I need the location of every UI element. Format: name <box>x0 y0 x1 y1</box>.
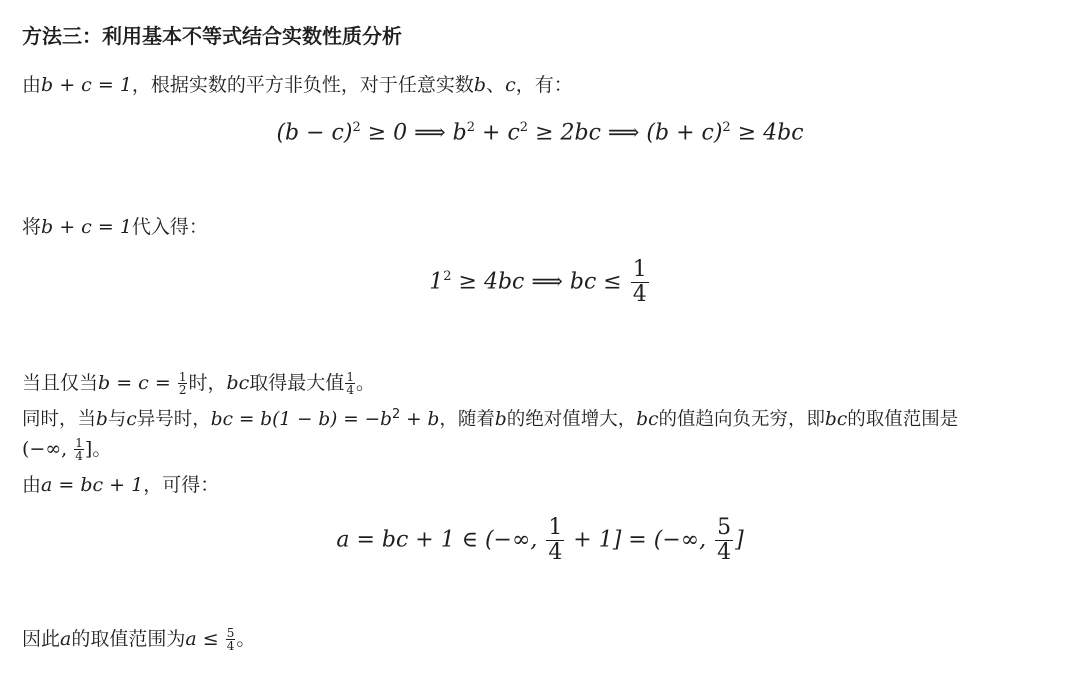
text: 由 <box>22 474 42 496</box>
math-inline: (−∞, <box>22 438 74 460</box>
math-inline: ] <box>84 438 93 460</box>
text-line-3 <box>22 368 1066 396</box>
math: 1 <box>429 269 444 295</box>
text-line-7 <box>22 624 1066 652</box>
math-inline: bc <box>226 372 250 394</box>
text: 时， <box>188 372 227 394</box>
math-inline: a = bc + 1 <box>41 474 144 496</box>
math-var: c <box>126 409 137 430</box>
fraction <box>226 627 236 652</box>
text-line-2 <box>22 212 1066 239</box>
text: 因此 <box>22 628 61 650</box>
math-var: b <box>473 74 487 96</box>
text-line-4 <box>22 405 1066 431</box>
fraction-denominator: 4 <box>632 282 647 307</box>
math-inline: + b <box>400 409 440 430</box>
text: 与 <box>107 409 127 430</box>
fraction <box>345 371 355 396</box>
fraction <box>546 516 564 565</box>
fraction <box>715 516 733 565</box>
exponent: 2 <box>722 120 731 135</box>
math: ≥ 0 ⟹ b <box>360 120 467 146</box>
text: ，可得： <box>143 474 220 496</box>
text: 取得最大值 <box>249 372 345 394</box>
math-inline: bc = b(1 − b) = −b <box>210 409 392 430</box>
math: + c <box>475 120 520 146</box>
fraction-denominator: 4 <box>346 383 354 397</box>
math-inline: a ≤ <box>185 628 225 650</box>
section-heading: 方法三：利用基本不等式结合实数性质分析 <box>22 24 402 48</box>
text: 将 <box>22 216 42 238</box>
math-var: b <box>96 409 108 430</box>
fraction <box>178 371 188 396</box>
math-inline: b = c = <box>98 372 177 394</box>
fraction-denominator: 4 <box>548 540 563 565</box>
text: 代入得： <box>131 216 208 238</box>
text: ，随着 <box>439 409 495 430</box>
text: 。 <box>92 438 112 460</box>
math-inline: b + c = 1 <box>41 74 132 96</box>
fraction-numerator: 1 <box>75 436 83 450</box>
text: 当且仅当 <box>22 372 99 394</box>
exponent: 2 <box>519 120 529 135</box>
math-inline: bc <box>825 409 848 430</box>
fraction-numerator: 1 <box>632 257 647 282</box>
math-inline: bc <box>636 409 659 430</box>
text: 同时，当 <box>22 409 97 430</box>
text: 、 <box>486 74 506 96</box>
math: ≥ 4bc <box>730 120 804 146</box>
exponent: 2 <box>466 120 476 135</box>
fraction <box>74 437 84 462</box>
text-line-6 <box>22 470 1066 497</box>
text-line-1 <box>22 70 1066 97</box>
text: 异号时， <box>136 409 211 430</box>
exponent: 2 <box>352 120 361 135</box>
text: 由 <box>22 74 42 96</box>
text: 。 <box>236 628 256 650</box>
math-var: c <box>505 74 516 96</box>
math: ] <box>735 527 744 553</box>
text: 。 <box>355 372 375 394</box>
fraction-numerator: 5 <box>717 515 732 540</box>
math: ≥ 2bc ⟹ (b + c) <box>528 120 723 146</box>
math-var: b <box>494 409 507 430</box>
math-var: a <box>60 628 72 650</box>
text-line-5 <box>22 434 1066 462</box>
display-equation-3 <box>0 516 1080 565</box>
exponent: 2 <box>443 269 452 285</box>
fraction-numerator: 1 <box>346 370 354 384</box>
math-inline: b + c = 1 <box>41 216 132 238</box>
text: 的绝对值增大， <box>506 409 637 430</box>
math: ≥ 4bc ⟹ bc ≤ <box>451 269 629 295</box>
exponent: 2 <box>392 406 401 422</box>
fraction-numerator: 1 <box>178 370 187 384</box>
text: 的取值范围为 <box>71 628 186 650</box>
display-equation-1 <box>0 120 1080 145</box>
text: ，根据实数的平方非负性，对于任意实数 <box>131 74 474 96</box>
math: + 1] = (−∞, <box>566 527 714 553</box>
fraction-denominator: 4 <box>75 449 83 463</box>
fraction-denominator: 4 <box>717 540 732 565</box>
math: (b − c) <box>276 120 353 146</box>
fraction-denominator: 2 <box>178 383 187 397</box>
fraction-denominator: 4 <box>226 639 235 653</box>
fraction <box>631 258 649 307</box>
display-equation-2 <box>0 258 1080 307</box>
fraction-numerator: 1 <box>548 515 563 540</box>
text: ，有： <box>515 74 573 96</box>
fraction-numerator: 5 <box>226 626 235 640</box>
text: 的取值范围是 <box>847 409 959 430</box>
text: 的值趋向负无穷，即 <box>658 409 825 430</box>
math: a = bc + 1 ∈ (−∞, <box>336 527 545 553</box>
